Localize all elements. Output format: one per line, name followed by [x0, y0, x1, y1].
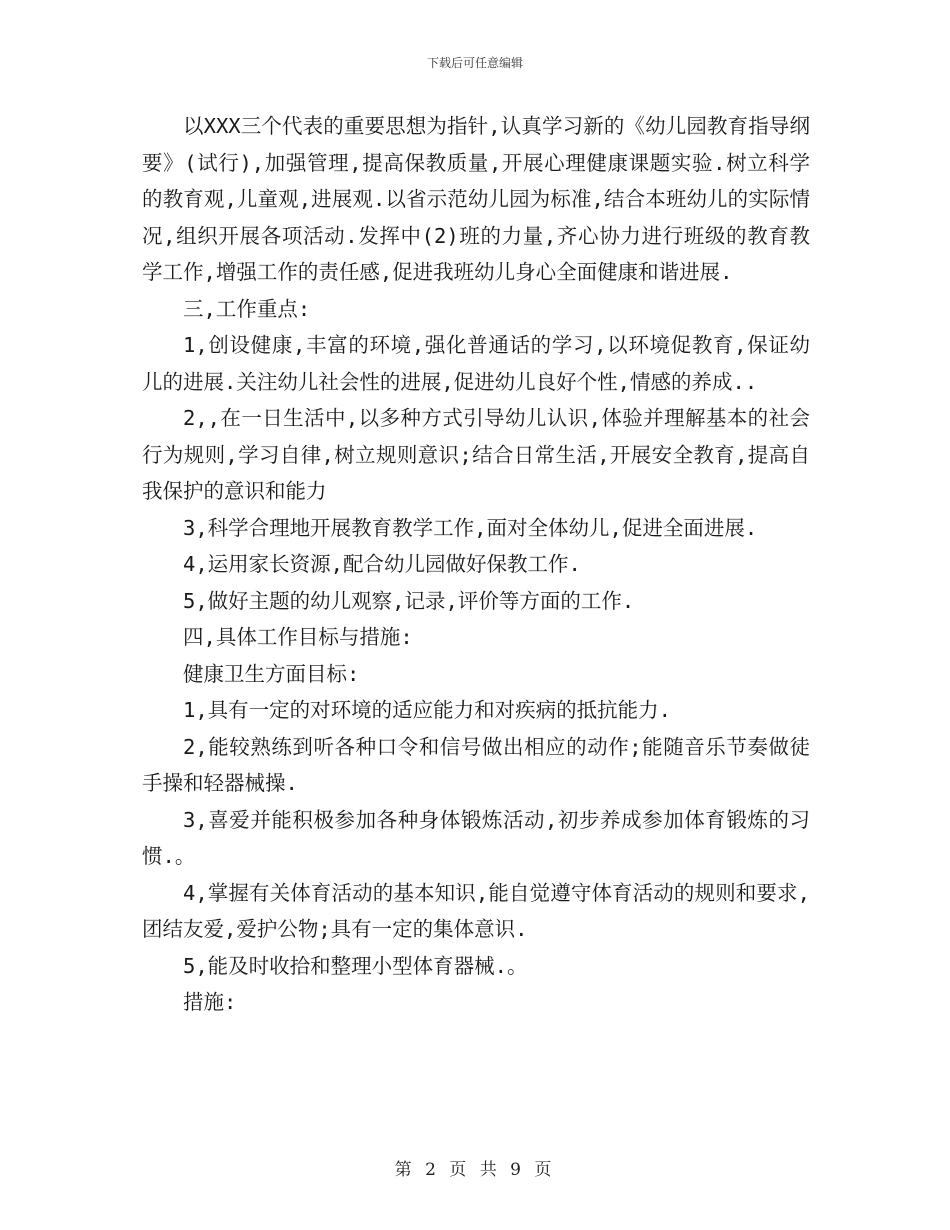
list-item: 3,科学合理地开展教育教学工作,面对全体幼儿,促进全面进展. [183, 515, 758, 540]
header-note: 下载后可任意编辑 [426, 56, 523, 70]
list-item: 2,,在一日生活中,以多种方式引导幼儿认识,体验并理解基本的社会行为规则,学习自律,树立规则意识;结合日常生活,开展安全教育,提高自我保护的意识和能力 [142, 406, 810, 503]
section-heading-goals-measures: 四,具体工作目标与措施: [183, 625, 413, 649]
list-item: 4,掌握有关体育活动的基本知识,能自觉遵守体育活动的规则和要求,团结友爱,爱护公物;具有一定的集体意识. [142, 880, 810, 941]
list-item: 4,运用家长资源,配合幼儿园做好保教工作. [183, 552, 581, 576]
page-indicator: 第 2 页 共 9 页 [394, 1160, 556, 1180]
list-item: 1,具有一定的对环境的适应能力和对疾病的抵抗能力. [183, 698, 672, 722]
list-item: 5,能及时收拾和整理小型体育器械.。 [183, 953, 528, 978]
paragraph-intro: 以XXX三个代表的重要思想为指针,认真学习新的《幼儿园教育指导纲要》(试行),加强管理,提高保教质量,开展心理健康课题实验.树立科学的教育观,儿童观,进展观.以省示范幼儿园为标准,结合本班幼儿的实际情况,组织开展各项活动.发挥中(2)班的力量,齐心协力进行班级的教育教学工作,增强工作的责任感,促进我班幼儿身心全面健康和谐进展. [142, 114, 810, 284]
list-item: 5,做好主题的幼儿观察,记录,评价等方面的工作. [183, 588, 635, 613]
section-heading-work-focus: 三,工作重点: [183, 296, 311, 321]
subsection-heading-measures: 措施: [183, 990, 237, 1014]
list-item: 2,能较熟练到听各种口令和信号做出相应的动作;能随音乐节奏做徒手操和轻器械操. [142, 734, 810, 795]
document-body [142, 108, 810, 1021]
subsection-heading-health: 健康卫生方面目标: [183, 661, 360, 686]
list-item: 3,喜爱并能积极参加各种身体锻炼活动,初步养成参加体育锻炼的习惯.。 [142, 807, 810, 868]
list-item: 1,创设健康,丰富的环境,强化普通话的学习,以环境促教育,保证幼儿的进展.关注幼儿社会性的进展,促进幼儿良好个性,情感的养成.. [142, 333, 810, 394]
